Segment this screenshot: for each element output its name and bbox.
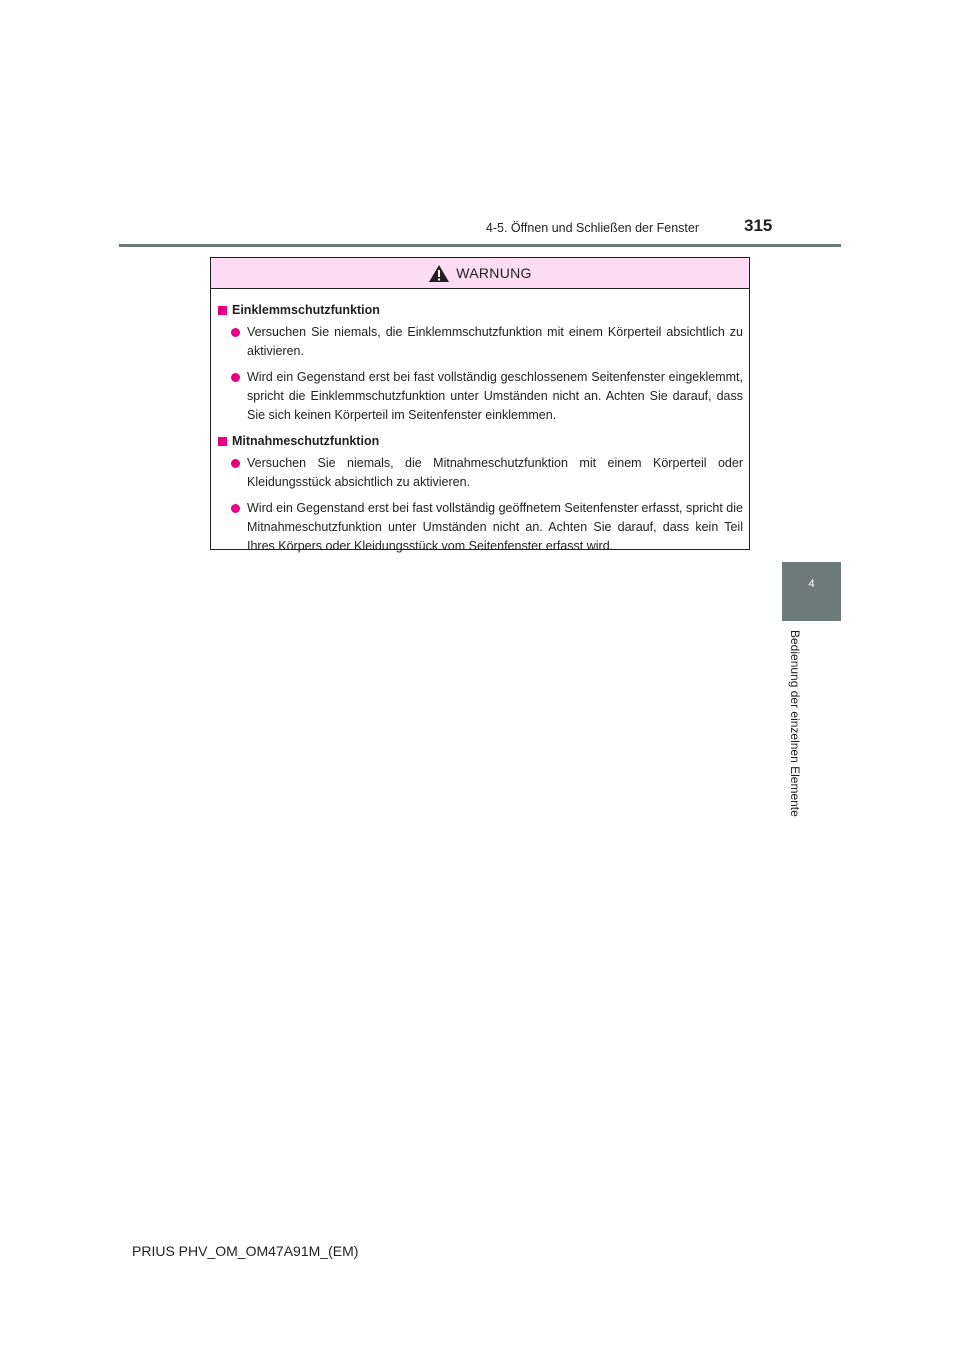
- chapter-title: 4-5. Öffnen und Schließen der Fenster: [485, 221, 699, 235]
- square-bullet-icon: [218, 306, 227, 315]
- square-bullet-icon: [218, 437, 227, 446]
- list-item-text: Wird ein Gegenstand erst bei fast vollständig geöffnetem Seitenfenster erfasst, spricht die Mitnahmeschutzfunktion unter Umständen nicht an. Achten Sie darauf, dass kein Teil Ihres Körpers oder Kleidungsstück vom Seitenfenster erfasst wird.: [247, 501, 743, 553]
- list-item-text: Wird ein Gegenstand erst bei fast vollständig geschlossenem Seitenfenster eingeklemmt, spricht die Einklemmschutzfunktion unter Umständen nicht an. Achten Sie darauf, dass Sie sich keinen Körperteil im Seitenfenster einklemmen.: [247, 370, 743, 422]
- warning-triangle-icon: [428, 264, 450, 283]
- warning-body: [211, 289, 749, 556]
- list-item-text: Versuchen Sie niemals, die Einklemmschutzfunktion mit einem Körperteil absichtlich zu aktivieren.: [247, 325, 743, 358]
- document-code: PRIUS PHV_OM_OM47A91M_(EM): [132, 1243, 359, 1259]
- list-item-text: Versuchen Sie niemals, die Mitnahmeschutzfunktion mit einem Körperteil oder Kleidungsstück absichtlich zu aktivieren.: [247, 456, 743, 489]
- section-heading: Mitnahmeschutzfunktion: [232, 434, 380, 448]
- list-item: [217, 368, 743, 425]
- section-heading: Einklemmschutzfunktion: [232, 303, 380, 317]
- circle-bullet-icon: [231, 328, 240, 337]
- warning-section: [217, 432, 743, 556]
- chapter-tab-label: Bedienung der einzelnen Elemente: [788, 630, 802, 817]
- chapter-tab: [782, 562, 841, 621]
- warning-title: WARNUNG: [456, 265, 532, 281]
- list-item: [217, 323, 743, 361]
- circle-bullet-icon: [231, 459, 240, 468]
- list-item: [217, 499, 743, 556]
- page-number: 315: [744, 216, 773, 235]
- header-divider: [119, 244, 841, 247]
- chapter-tab-number: 4: [808, 578, 815, 590]
- circle-bullet-icon: [231, 504, 240, 513]
- warning-header: [211, 258, 749, 289]
- list-item: [217, 454, 743, 492]
- circle-bullet-icon: [231, 373, 240, 382]
- warning-section: [217, 301, 743, 425]
- warning-box: [210, 257, 750, 553]
